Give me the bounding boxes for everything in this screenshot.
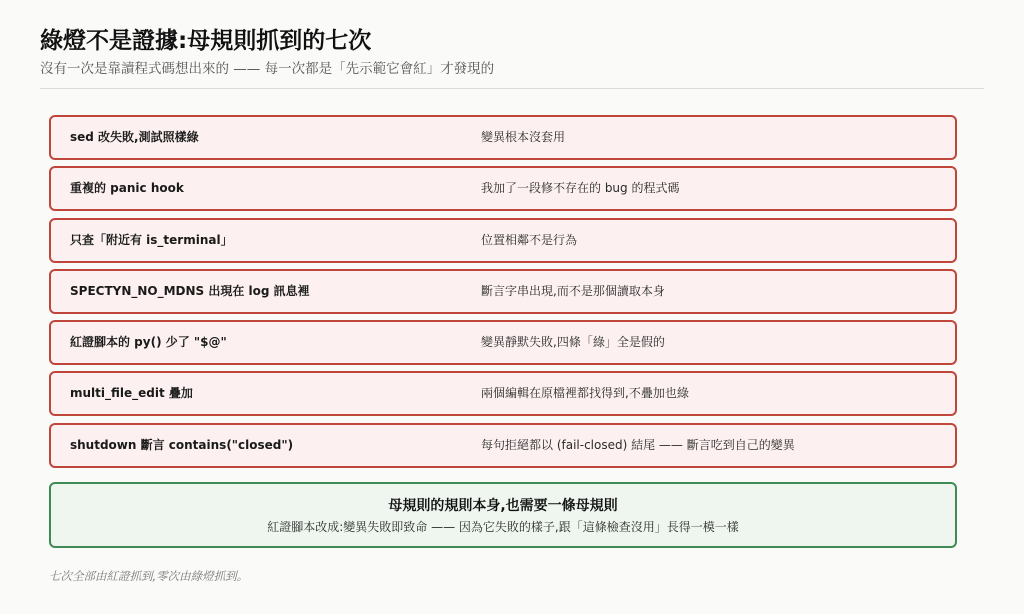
incident-list	[49, 115, 957, 474]
meta-rule-box	[49, 482, 957, 548]
incident-label: 重複的 panic hook	[70, 181, 184, 196]
incident-description: 變異根本沒套用	[481, 130, 566, 144]
incident-label: shutdown 斷言 contains("closed")	[70, 437, 294, 452]
incident-row	[49, 423, 957, 468]
incident-row	[49, 218, 957, 263]
header-divider	[40, 88, 984, 89]
footer-note: 七次全部由紅證抓到,零次由綠燈抓到。	[49, 569, 249, 583]
incident-description: 兩個編輯在原檔裡都找得到,不疊加也綠	[481, 386, 689, 401]
meta-rule-title: 母規則的規則本身,也需要一條母規則	[388, 498, 618, 514]
incident-label: SPECTYN_NO_MDNS 出現在 log 訊息裡	[70, 283, 310, 298]
incident-row	[49, 269, 957, 314]
page-title: 綠燈不是證據:母規則抓到的七次	[40, 28, 372, 54]
incident-description: 位置相鄰不是行為	[481, 232, 578, 247]
page	[40, 0, 984, 614]
incident-description: 斷言字串出現,而不是那個讀取本身	[481, 283, 665, 298]
incident-description: 我加了一段修不存在的 bug 的程式碼	[481, 181, 680, 196]
incident-description: 每句拒絕都以 (fail-closed) 結尾 —— 斷言吃到自己的變異	[481, 437, 795, 452]
meta-rule-subtitle: 紅證腳本改成:變異失敗即致命 —— 因為它失敗的樣子,跟「這條檢查沒用」長得一模一樣	[267, 520, 739, 534]
incident-label: multi_file_edit 疊加	[70, 386, 193, 401]
incident-row	[49, 371, 957, 416]
page-subtitle: 沒有一次是靠讀程式碼想出來的 —— 每一次都是「先示範它會紅」才發現的	[40, 61, 495, 77]
incident-row	[49, 115, 957, 160]
incident-description: 變異靜默失敗,四條「綠」全是假的	[481, 335, 665, 350]
incident-row	[49, 320, 957, 365]
incident-label: 紅證腳本的 py() 少了 "$@"	[70, 335, 227, 350]
incident-label: sed 改失敗,測試照樣綠	[70, 130, 199, 144]
incident-label: 只查「附近有 is_terminal」	[70, 232, 233, 247]
incident-row	[49, 166, 957, 211]
